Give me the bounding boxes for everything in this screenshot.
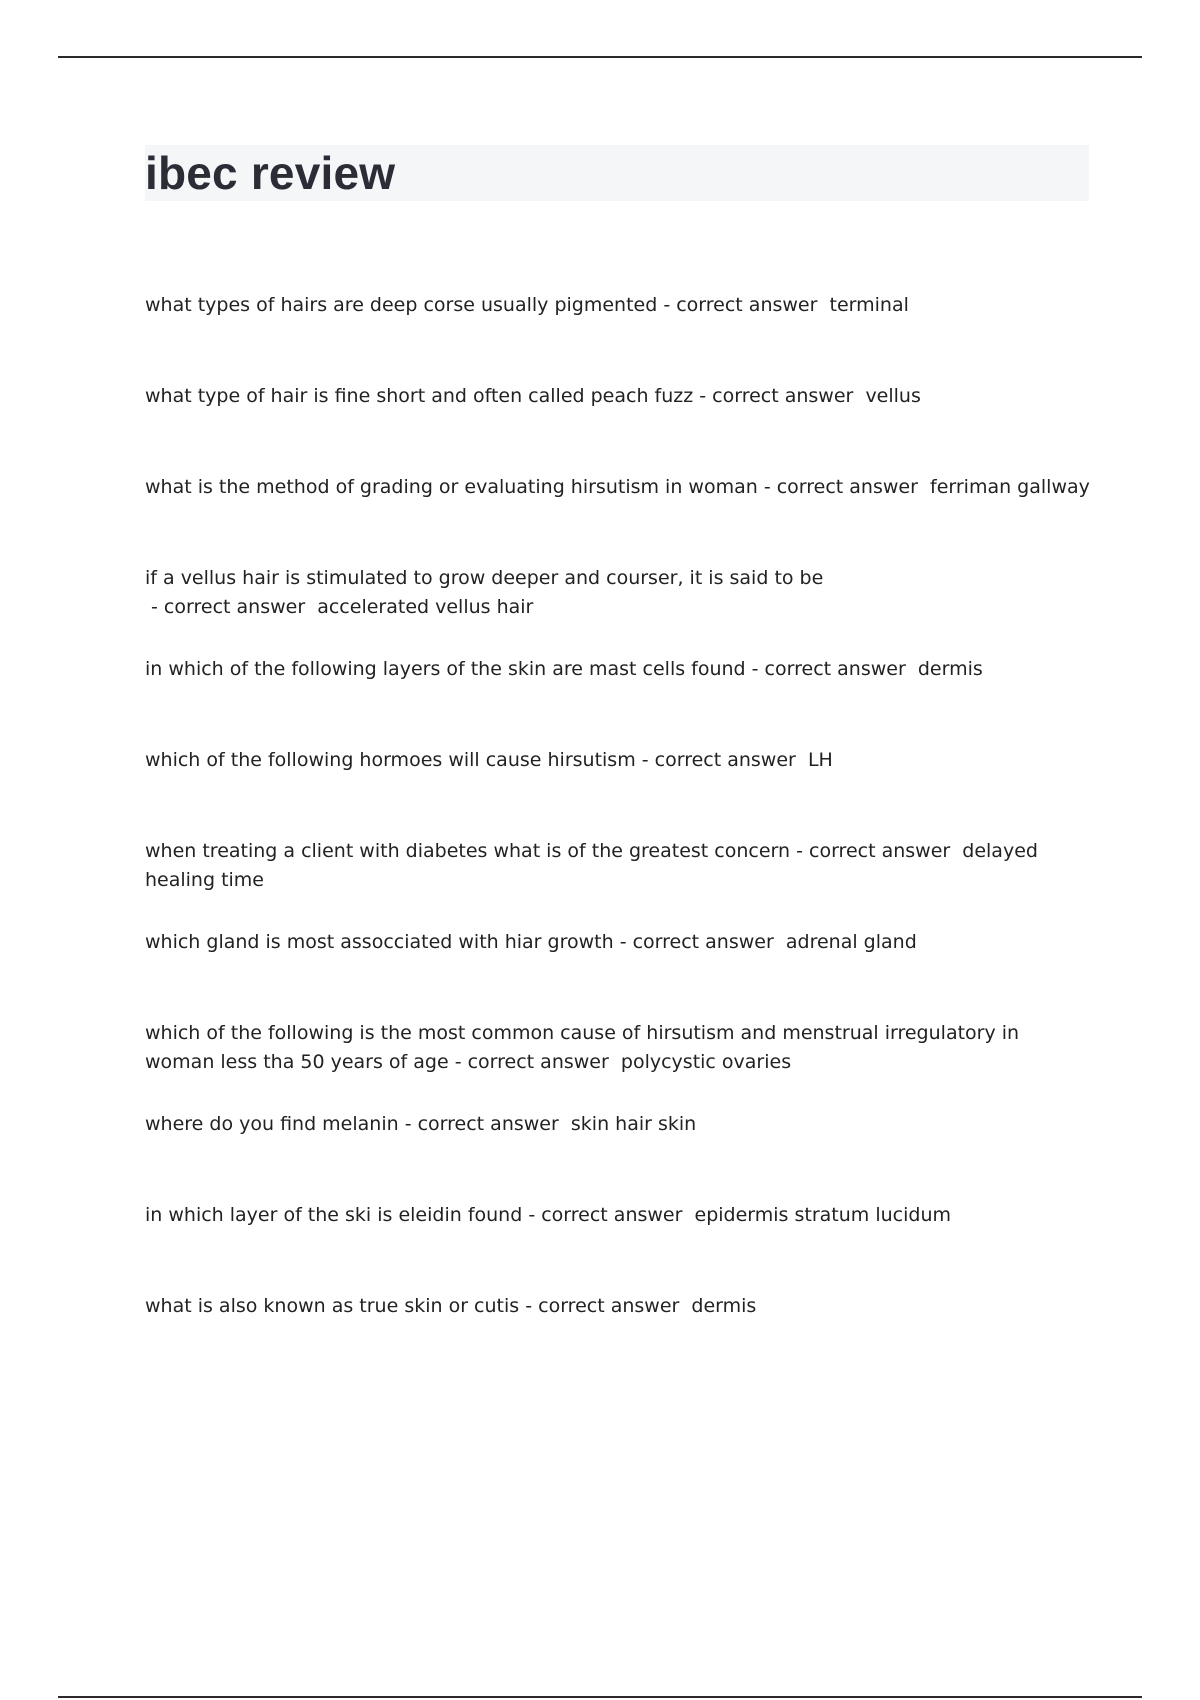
answer-text: accelerated vellus hair: [317, 596, 534, 618]
answer-text: LH: [807, 749, 833, 771]
qa-item: [145, 1201, 1090, 1230]
question-text: what is the method of grading or evaluating hirsutism in woman: [145, 476, 758, 498]
question-text: which gland is most assocciated with hiar growth: [145, 931, 614, 953]
answer-separator: - correct answer: [790, 840, 963, 862]
question-text: what type of hair is fine short and often called peach fuzz: [145, 385, 694, 407]
question-text: which of the following hormoes will cause hirsutism: [145, 749, 636, 771]
answer-separator: - correct answer: [635, 749, 808, 771]
qa-item: [145, 928, 1090, 957]
answer-text: delayed healing time: [145, 840, 1038, 891]
qa-item: [145, 1292, 1090, 1321]
qa-item: [145, 655, 1090, 684]
qa-item: [145, 564, 1090, 622]
qa-item: [145, 382, 1090, 411]
answer-text: ferriman gallway: [930, 476, 1090, 498]
qa-item: [145, 1110, 1090, 1139]
answer-text: skin hair skin: [570, 1113, 697, 1135]
question-text: what is also known as true skin or cutis: [145, 1295, 520, 1317]
qa-item: [145, 291, 1090, 320]
answer-separator: - correct answer: [519, 1295, 692, 1317]
answer-separator: - correct answer: [448, 1051, 621, 1073]
answer-text: vellus: [865, 385, 921, 407]
question-text: if a vellus hair is stimulated to grow deeper and courser, it is said to be: [145, 567, 824, 589]
answer-separator: - correct answer: [657, 294, 830, 316]
answer-text: dermis: [691, 1295, 757, 1317]
qa-item: [145, 837, 1090, 895]
question-answer-list: [145, 291, 1090, 1383]
answer-separator: - correct answer: [693, 385, 866, 407]
top-rule: [58, 56, 1142, 58]
answer-text: epidermis stratum lucidum: [694, 1204, 951, 1226]
bottom-rule: [58, 1696, 1142, 1698]
question-text: what types of hairs are deep corse usually pigmented: [145, 294, 658, 316]
answer-separator: - correct answer: [745, 658, 918, 680]
answer-text: terminal: [829, 294, 909, 316]
question-text: where do you find melanin: [145, 1113, 399, 1135]
answer-separator: - correct answer: [145, 596, 318, 618]
qa-item: [145, 473, 1090, 502]
answer-text: polycystic ovaries: [620, 1051, 792, 1073]
qa-item: [145, 1019, 1090, 1077]
document-title: ibec review: [145, 147, 396, 199]
answer-separator: - correct answer: [522, 1204, 695, 1226]
question-text: when treating a client with diabetes what is of the greatest concern: [145, 840, 791, 862]
question-text: which of the following is the most common cause of hirsutism and menstrual irregulatory in woman less tha 50 years of age: [145, 1022, 1020, 1073]
answer-separator: - correct answer: [398, 1113, 571, 1135]
answer-text: adrenal gland: [785, 931, 917, 953]
qa-item: [145, 746, 1090, 775]
answer-separator: - correct answer: [757, 476, 930, 498]
question-text: in which layer of the ski is eleidin found: [145, 1204, 523, 1226]
answer-separator: - correct answer: [613, 931, 786, 953]
question-text: in which of the following layers of the skin are mast cells found: [145, 658, 746, 680]
answer-text: dermis: [917, 658, 983, 680]
